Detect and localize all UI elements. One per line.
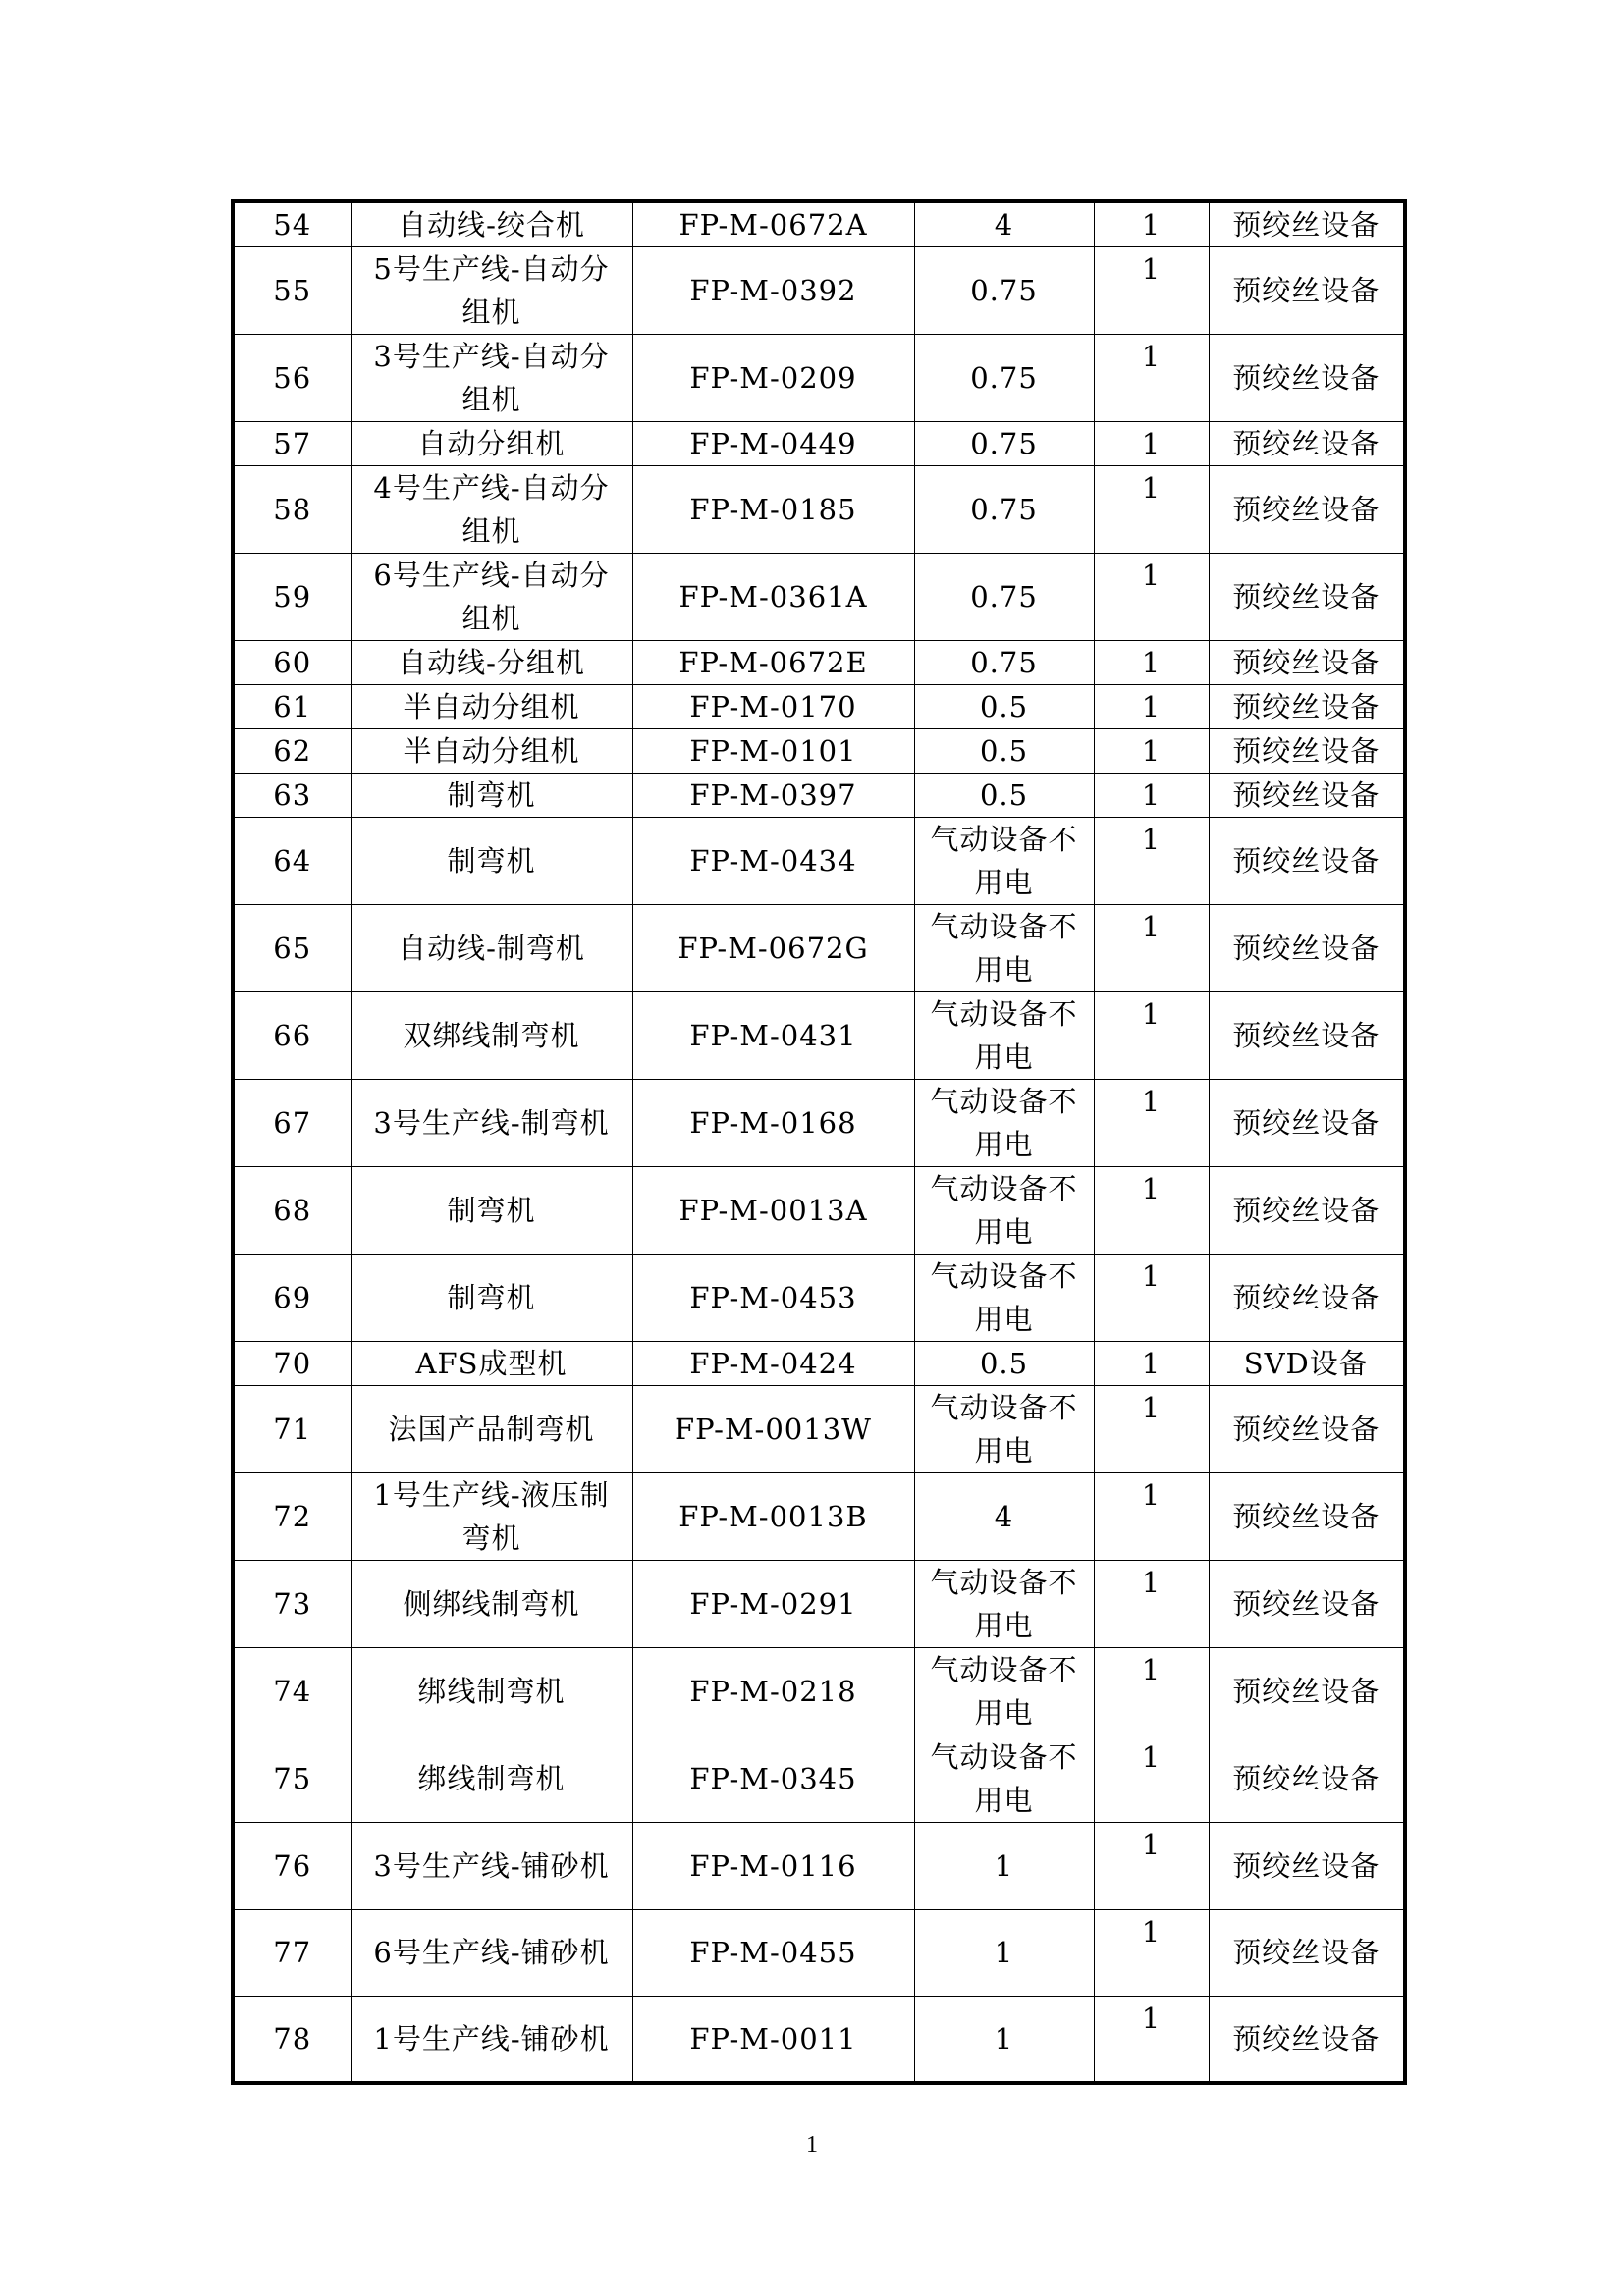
power-cell: 气动设备不用电 (914, 1255, 1094, 1342)
asset-code-cell: FP-M-0431 (632, 992, 914, 1080)
power-cell: 气动设备不用电 (914, 1167, 1094, 1255)
power-cell: 0.5 (914, 774, 1094, 818)
row-number-cell: 60 (233, 641, 351, 685)
power-cell: 气动设备不用电 (914, 1386, 1094, 1473)
equipment-type-cell: 预绞丝设备 (1209, 992, 1405, 1080)
quantity-cell: 1 (1094, 641, 1209, 685)
equipment-name-cell: 法国产品制弯机 (351, 1386, 632, 1473)
quantity-cell: 1 (1094, 1909, 1209, 1997)
quantity-cell: 1 (1094, 1342, 1209, 1386)
asset-code-cell: FP-M-0185 (632, 466, 914, 554)
equipment-name-cell: 半自动分组机 (351, 729, 632, 774)
table-row (233, 905, 1405, 992)
equipment-type-cell: 预绞丝设备 (1209, 641, 1405, 685)
equipment-table (231, 199, 1407, 2085)
equipment-type-cell: 预绞丝设备 (1209, 729, 1405, 774)
equipment-name-cell: 半自动分组机 (351, 685, 632, 729)
table-row (233, 1386, 1405, 1473)
power-cell: 气动设备不用电 (914, 1735, 1094, 1823)
row-number-cell: 73 (233, 1561, 351, 1648)
asset-code-cell: FP-M-0361A (632, 554, 914, 641)
table-row (233, 1561, 1405, 1648)
row-number-cell: 77 (233, 1909, 351, 1997)
quantity-cell: 1 (1094, 422, 1209, 466)
asset-code-cell: FP-M-0672A (632, 201, 914, 247)
power-cell: 1 (914, 1997, 1094, 2084)
asset-code-cell: FP-M-0397 (632, 774, 914, 818)
table-row (233, 1648, 1405, 1735)
asset-code-cell: FP-M-0434 (632, 818, 914, 905)
equipment-name-cell: 5号生产线-自动分组机 (351, 247, 632, 335)
quantity-cell: 1 (1094, 774, 1209, 818)
equipment-type-cell: 预绞丝设备 (1209, 1823, 1405, 1910)
power-cell: 0.5 (914, 1342, 1094, 1386)
asset-code-cell: FP-M-0170 (632, 685, 914, 729)
equipment-name-cell: 3号生产线-自动分组机 (351, 335, 632, 422)
page-number: 1 (806, 2132, 818, 2158)
power-cell: 0.75 (914, 335, 1094, 422)
equipment-name-cell: 制弯机 (351, 818, 632, 905)
asset-code-cell: FP-M-0013B (632, 1473, 914, 1561)
table-row (233, 247, 1405, 335)
asset-code-cell: FP-M-0209 (632, 335, 914, 422)
row-number-cell: 69 (233, 1255, 351, 1342)
quantity-cell: 1 (1094, 729, 1209, 774)
asset-code-cell: FP-M-0455 (632, 1909, 914, 1997)
power-cell: 0.75 (914, 641, 1094, 685)
power-cell: 4 (914, 201, 1094, 247)
power-cell: 1 (914, 1909, 1094, 1997)
row-number-cell: 63 (233, 774, 351, 818)
table-body (233, 201, 1405, 2083)
equipment-type-cell: 预绞丝设备 (1209, 774, 1405, 818)
row-number-cell: 71 (233, 1386, 351, 1473)
power-cell: 气动设备不用电 (914, 992, 1094, 1080)
row-number-cell: 57 (233, 422, 351, 466)
equipment-type-cell: 预绞丝设备 (1209, 1080, 1405, 1167)
quantity-cell: 1 (1094, 466, 1209, 554)
equipment-name-cell: 3号生产线-铺砂机 (351, 1823, 632, 1910)
row-number-cell: 58 (233, 466, 351, 554)
power-cell: 0.75 (914, 247, 1094, 335)
quantity-cell: 1 (1094, 818, 1209, 905)
power-cell: 0.75 (914, 422, 1094, 466)
row-number-cell: 66 (233, 992, 351, 1080)
power-cell: 气动设备不用电 (914, 1648, 1094, 1735)
asset-code-cell: FP-M-0672G (632, 905, 914, 992)
quantity-cell: 1 (1094, 1386, 1209, 1473)
quantity-cell: 1 (1094, 1080, 1209, 1167)
equipment-name-cell: 自动线-制弯机 (351, 905, 632, 992)
equipment-name-cell: 制弯机 (351, 774, 632, 818)
row-number-cell: 74 (233, 1648, 351, 1735)
row-number-cell: 55 (233, 247, 351, 335)
asset-code-cell: FP-M-0013A (632, 1167, 914, 1255)
table-row (233, 1473, 1405, 1561)
equipment-name-cell: 自动线-绞合机 (351, 201, 632, 247)
table-row (233, 1823, 1405, 1910)
equipment-name-cell: 制弯机 (351, 1167, 632, 1255)
equipment-name-cell: 3号生产线-制弯机 (351, 1080, 632, 1167)
table-row (233, 1735, 1405, 1823)
quantity-cell: 1 (1094, 1823, 1209, 1910)
asset-code-cell: FP-M-0013W (632, 1386, 914, 1473)
equipment-type-cell: SVD设备 (1209, 1342, 1405, 1386)
asset-code-cell: FP-M-0168 (632, 1080, 914, 1167)
quantity-cell: 1 (1094, 201, 1209, 247)
equipment-type-cell: 预绞丝设备 (1209, 335, 1405, 422)
quantity-cell: 1 (1094, 247, 1209, 335)
asset-code-cell: FP-M-0424 (632, 1342, 914, 1386)
power-cell: 气动设备不用电 (914, 1561, 1094, 1648)
equipment-type-cell: 预绞丝设备 (1209, 1167, 1405, 1255)
equipment-type-cell: 预绞丝设备 (1209, 685, 1405, 729)
table-row (233, 1167, 1405, 1255)
power-cell: 1 (914, 1823, 1094, 1910)
power-cell: 0.5 (914, 729, 1094, 774)
table-row (233, 1909, 1405, 1997)
asset-code-cell: FP-M-0218 (632, 1648, 914, 1735)
row-number-cell: 64 (233, 818, 351, 905)
power-cell: 气动设备不用电 (914, 905, 1094, 992)
quantity-cell: 1 (1094, 554, 1209, 641)
row-number-cell: 78 (233, 1997, 351, 2084)
power-cell: 4 (914, 1473, 1094, 1561)
table-row (233, 335, 1405, 422)
equipment-type-cell: 预绞丝设备 (1209, 466, 1405, 554)
equipment-name-cell: 绑线制弯机 (351, 1648, 632, 1735)
table-row (233, 201, 1405, 247)
row-number-cell: 54 (233, 201, 351, 247)
table-row (233, 1997, 1405, 2084)
power-cell: 气动设备不用电 (914, 1080, 1094, 1167)
equipment-name-cell: 6号生产线-铺砂机 (351, 1909, 632, 1997)
equipment-type-cell: 预绞丝设备 (1209, 1735, 1405, 1823)
quantity-cell: 1 (1094, 905, 1209, 992)
equipment-name-cell: 6号生产线-自动分组机 (351, 554, 632, 641)
table-row (233, 774, 1405, 818)
equipment-name-cell: 绑线制弯机 (351, 1735, 632, 1823)
equipment-type-cell: 预绞丝设备 (1209, 422, 1405, 466)
row-number-cell: 76 (233, 1823, 351, 1910)
equipment-type-cell: 预绞丝设备 (1209, 247, 1405, 335)
equipment-type-cell: 预绞丝设备 (1209, 554, 1405, 641)
equipment-type-cell: 预绞丝设备 (1209, 1473, 1405, 1561)
power-cell: 0.75 (914, 466, 1094, 554)
power-cell: 0.5 (914, 685, 1094, 729)
table-row (233, 1255, 1405, 1342)
equipment-name-cell: 侧绑线制弯机 (351, 1561, 632, 1648)
row-number-cell: 62 (233, 729, 351, 774)
quantity-cell: 1 (1094, 1473, 1209, 1561)
table-row (233, 554, 1405, 641)
quantity-cell: 1 (1094, 1997, 1209, 2084)
row-number-cell: 70 (233, 1342, 351, 1386)
quantity-cell: 1 (1094, 1561, 1209, 1648)
asset-code-cell: FP-M-0101 (632, 729, 914, 774)
equipment-type-cell: 预绞丝设备 (1209, 1561, 1405, 1648)
table-row (233, 818, 1405, 905)
equipment-name-cell: 自动分组机 (351, 422, 632, 466)
equipment-type-cell: 预绞丝设备 (1209, 1386, 1405, 1473)
asset-code-cell: FP-M-0449 (632, 422, 914, 466)
equipment-type-cell: 预绞丝设备 (1209, 1997, 1405, 2084)
asset-code-cell: FP-M-0011 (632, 1997, 914, 2084)
equipment-type-cell: 预绞丝设备 (1209, 1255, 1405, 1342)
equipment-type-cell: 预绞丝设备 (1209, 201, 1405, 247)
quantity-cell: 1 (1094, 1735, 1209, 1823)
row-number-cell: 68 (233, 1167, 351, 1255)
equipment-name-cell: 自动线-分组机 (351, 641, 632, 685)
asset-code-cell: FP-M-0291 (632, 1561, 914, 1648)
quantity-cell: 1 (1094, 685, 1209, 729)
table-row (233, 992, 1405, 1080)
equipment-name-cell: AFS成型机 (351, 1342, 632, 1386)
power-cell: 气动设备不用电 (914, 818, 1094, 905)
asset-code-cell: FP-M-0672E (632, 641, 914, 685)
equipment-type-cell: 预绞丝设备 (1209, 1909, 1405, 1997)
table-row (233, 729, 1405, 774)
table-row (233, 422, 1405, 466)
table-row (233, 641, 1405, 685)
equipment-name-cell: 双绑线制弯机 (351, 992, 632, 1080)
table-row (233, 1342, 1405, 1386)
row-number-cell: 61 (233, 685, 351, 729)
row-number-cell: 75 (233, 1735, 351, 1823)
equipment-name-cell: 1号生产线-铺砂机 (351, 1997, 632, 2084)
row-number-cell: 65 (233, 905, 351, 992)
quantity-cell: 1 (1094, 1167, 1209, 1255)
quantity-cell: 1 (1094, 1648, 1209, 1735)
equipment-type-cell: 预绞丝设备 (1209, 905, 1405, 992)
table-row (233, 1080, 1405, 1167)
row-number-cell: 67 (233, 1080, 351, 1167)
equipment-type-cell: 预绞丝设备 (1209, 818, 1405, 905)
equipment-name-cell: 1号生产线-液压制弯机 (351, 1473, 632, 1561)
asset-code-cell: FP-M-0453 (632, 1255, 914, 1342)
quantity-cell: 1 (1094, 335, 1209, 422)
equipment-name-cell: 4号生产线-自动分组机 (351, 466, 632, 554)
power-cell: 0.75 (914, 554, 1094, 641)
table-row (233, 685, 1405, 729)
equipment-name-cell: 制弯机 (351, 1255, 632, 1342)
equipment-type-cell: 预绞丝设备 (1209, 1648, 1405, 1735)
row-number-cell: 72 (233, 1473, 351, 1561)
asset-code-cell: FP-M-0345 (632, 1735, 914, 1823)
asset-code-cell: FP-M-0392 (632, 247, 914, 335)
quantity-cell: 1 (1094, 992, 1209, 1080)
table-row (233, 466, 1405, 554)
row-number-cell: 59 (233, 554, 351, 641)
quantity-cell: 1 (1094, 1255, 1209, 1342)
row-number-cell: 56 (233, 335, 351, 422)
asset-code-cell: FP-M-0116 (632, 1823, 914, 1910)
